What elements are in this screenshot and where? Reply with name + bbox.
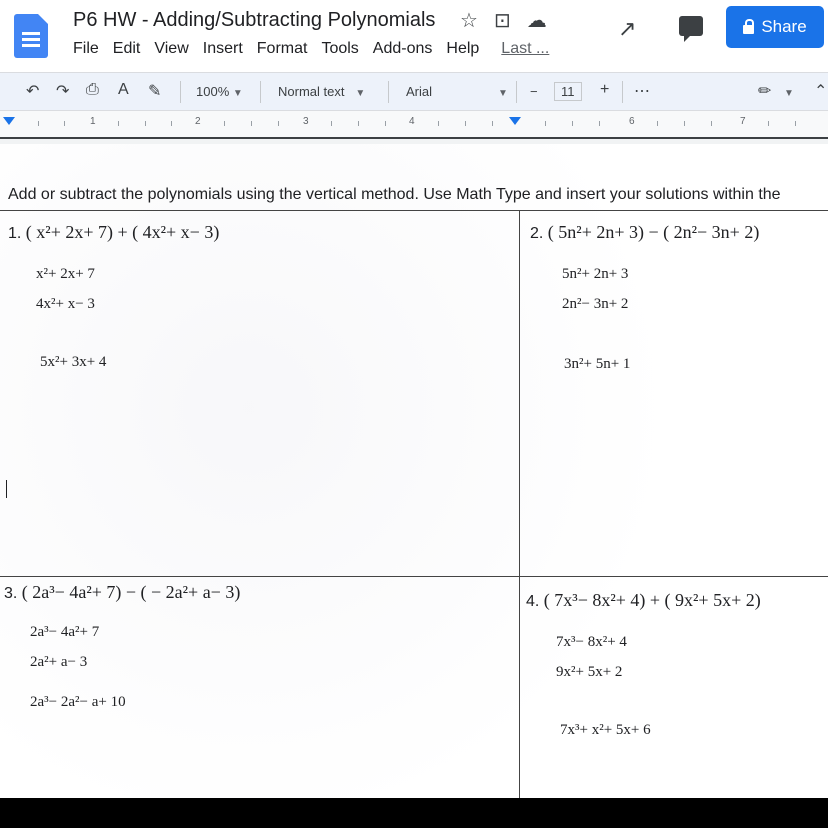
vertical-line-1: x²+ 2x+ 7 bbox=[36, 266, 95, 282]
menu-edit[interactable]: Edit bbox=[112, 40, 141, 57]
document-title[interactable]: P6 HW - Adding/Subtracting Polynomials bbox=[73, 9, 436, 31]
ruler-number: 6 bbox=[629, 116, 635, 127]
answer-text: 3n²+ 5n+ 1 bbox=[564, 356, 631, 372]
editing-mode-icon[interactable]: ✏ bbox=[758, 83, 772, 100]
star-icon[interactable]: ☆ bbox=[460, 10, 478, 32]
ruler-number: 3 bbox=[303, 116, 309, 127]
menu-help[interactable]: Help bbox=[446, 40, 480, 57]
problem-expression: ( 2a³− 4a²+ 7) − ( − 2a²+ a− 3) bbox=[21, 582, 241, 602]
problem-number: 2. bbox=[530, 225, 544, 242]
cloud-status-icon[interactable]: ☁ bbox=[526, 10, 547, 32]
ruler-number: 7 bbox=[740, 116, 746, 127]
photo-border bbox=[0, 798, 828, 828]
problem-2 bbox=[530, 222, 759, 243]
problem-number: 1. bbox=[8, 225, 22, 242]
right-indent-marker-icon[interactable] bbox=[509, 117, 521, 125]
comment-icon[interactable] bbox=[679, 16, 703, 36]
collapse-menus-icon[interactable]: ⌃ bbox=[814, 83, 828, 100]
menu-insert[interactable]: Insert bbox=[202, 40, 243, 57]
menu-view[interactable]: View bbox=[154, 40, 189, 57]
share-label: Share bbox=[761, 17, 807, 36]
font-select[interactable]: Arial bbox=[406, 84, 433, 99]
more-options-icon[interactable]: ⋯ bbox=[634, 83, 650, 100]
ruler-number: 2 bbox=[195, 116, 201, 127]
share-button[interactable] bbox=[726, 6, 824, 48]
document-page[interactable] bbox=[0, 144, 828, 798]
font-size-input[interactable]: 11 bbox=[554, 82, 582, 101]
vertical-line-2: 9x²+ 5x+ 2 bbox=[556, 664, 623, 680]
spellcheck-icon[interactable]: A bbox=[118, 81, 129, 98]
print-icon[interactable]: ⎙ bbox=[86, 81, 99, 98]
problem-expression: ( x²+ 2x+ 7) + ( 4x²+ x− 3) bbox=[25, 222, 220, 242]
move-to-folder-icon[interactable]: ⊡ bbox=[493, 10, 511, 32]
vertical-line-2: 4x²+ x− 3 bbox=[36, 296, 95, 312]
menu-file[interactable]: File bbox=[73, 40, 99, 57]
undo-icon[interactable]: ↶ bbox=[26, 83, 40, 100]
vertical-line-1: 2a³− 4a²+ 7 bbox=[30, 624, 100, 640]
last-edit-link[interactable]: Last ... bbox=[501, 40, 550, 57]
problem-number: 3. bbox=[4, 585, 18, 602]
ruler-number: 1 bbox=[90, 116, 96, 127]
title-bar bbox=[0, 0, 828, 72]
paint-format-icon[interactable]: ✎ bbox=[148, 83, 162, 100]
font-caret-icon[interactable]: ▼ bbox=[498, 88, 508, 99]
ruler-number: 4 bbox=[409, 116, 415, 127]
zoom-select[interactable]: 100% ▼ bbox=[196, 84, 243, 99]
answer-text: 2a³− 2a²− a+ 10 bbox=[30, 694, 126, 710]
menu-tools[interactable]: Tools bbox=[321, 40, 359, 57]
text-cursor bbox=[6, 480, 7, 498]
answer-text: 7x³+ x²+ 5x+ 6 bbox=[560, 722, 651, 738]
problem-4 bbox=[526, 590, 761, 611]
font-size-increase[interactable]: + bbox=[600, 81, 610, 98]
style-select[interactable]: Normal text ▼ bbox=[278, 84, 366, 99]
activity-trend-icon[interactable]: ↗ bbox=[618, 16, 637, 41]
answer-text: 5x²+ 3x+ 4 bbox=[40, 354, 107, 370]
ruler[interactable] bbox=[0, 110, 828, 139]
vertical-line-1: 7x³− 8x²+ 4 bbox=[556, 634, 627, 650]
vertical-line-2: 2n²− 3n+ 2 bbox=[562, 296, 629, 312]
vertical-line-1: 5n²+ 2n+ 3 bbox=[562, 266, 629, 282]
vertical-line-2: 2a²+ a− 3 bbox=[30, 654, 88, 670]
instructions-text: Add or subtract the polynomials using the vertical method. Use Math Type and insert your solutions within the bbox=[8, 186, 781, 203]
problems-table bbox=[0, 210, 828, 798]
toolbar bbox=[0, 72, 828, 111]
problem-1 bbox=[8, 222, 219, 243]
problem-expression: ( 7x³− 8x²+ 4) + ( 9x²+ 5x+ 2) bbox=[543, 590, 761, 610]
problem-expression: ( 5n²+ 2n+ 3) − ( 2n²− 3n+ 2) bbox=[547, 222, 760, 242]
menu-format[interactable]: Format bbox=[256, 40, 308, 57]
left-indent-marker-icon[interactable] bbox=[3, 117, 15, 125]
redo-icon[interactable]: ↷ bbox=[56, 83, 70, 100]
lock-icon bbox=[743, 25, 754, 34]
editing-mode-caret-icon[interactable]: ▼ bbox=[784, 88, 794, 99]
menu-addons[interactable]: Add-ons bbox=[372, 40, 433, 57]
problem-number: 4. bbox=[526, 593, 540, 610]
menu-bar bbox=[73, 40, 563, 58]
problem-3 bbox=[4, 582, 240, 603]
docs-logo-icon[interactable] bbox=[14, 14, 48, 58]
font-size-decrease[interactable]: − bbox=[530, 84, 538, 99]
